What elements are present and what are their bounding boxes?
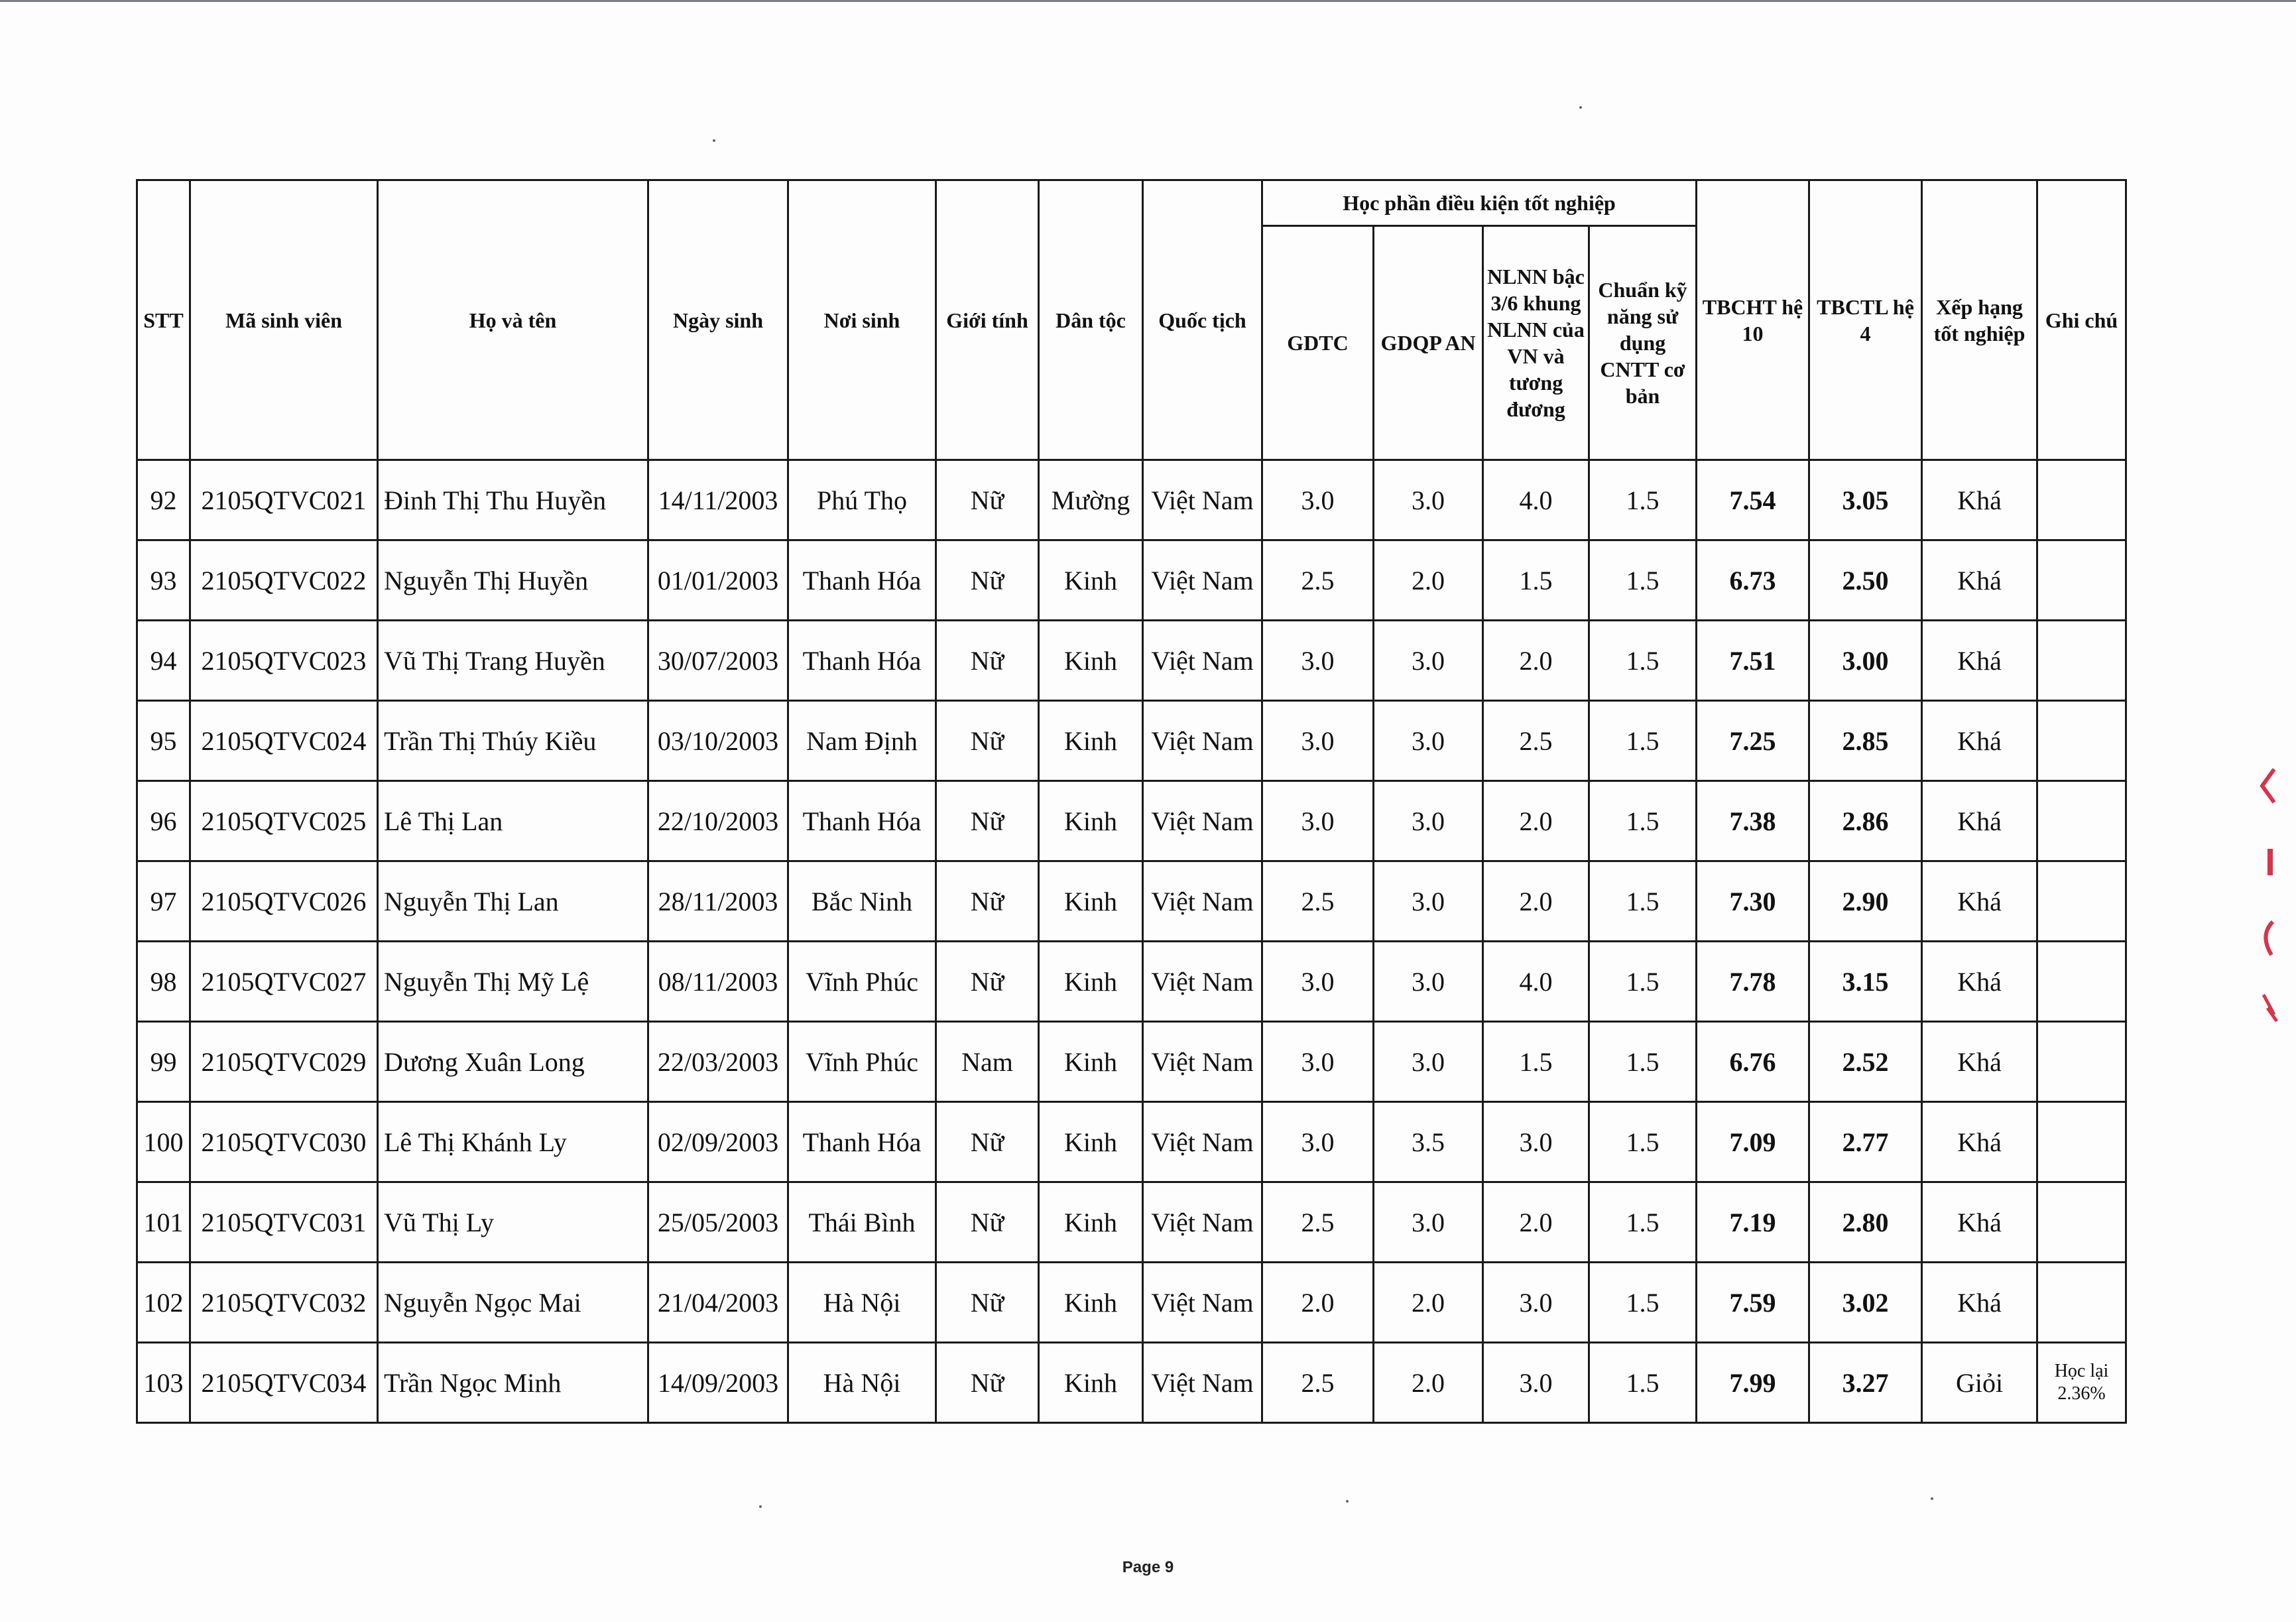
cell-tbcht: 7.09 xyxy=(1697,1102,1809,1182)
cell-student-id: 2105QTVC029 xyxy=(190,1022,378,1102)
cell-ethnicity: Kinh xyxy=(1039,781,1143,861)
header-gdqp: GDQP AN xyxy=(1374,226,1483,460)
cell-stt: 95 xyxy=(137,701,190,781)
cell-cntt: 1.5 xyxy=(1589,540,1697,621)
cell-ethnicity: Kinh xyxy=(1039,1182,1143,1263)
graduation-table xyxy=(136,179,2127,1424)
cell-gender: Nữ xyxy=(936,861,1039,942)
cell-dob: 08/11/2003 xyxy=(648,942,788,1022)
header-gdtc: GDTC xyxy=(1262,226,1374,460)
table-row xyxy=(137,1182,2126,1263)
cell-tbcht: 7.51 xyxy=(1697,621,1809,701)
scan-speck xyxy=(1931,1497,1933,1500)
cell-note xyxy=(2037,942,2126,1022)
cell-student-id: 2105QTVC023 xyxy=(190,621,378,701)
cell-ethnicity: Mường xyxy=(1039,460,1143,540)
cell-name: Trần Thị Thúy Kiều xyxy=(378,701,648,781)
table-row xyxy=(137,460,2126,540)
cell-birthplace: Bắc Ninh xyxy=(788,861,936,942)
cell-nationality: Việt Nam xyxy=(1143,942,1262,1022)
scan-speck xyxy=(713,139,715,142)
table-row xyxy=(137,942,2126,1022)
cell-gdtc: 3.0 xyxy=(1262,701,1374,781)
cell-gdqp: 3.0 xyxy=(1374,621,1483,701)
cell-stt: 94 xyxy=(137,621,190,701)
cell-tbctl: 2.52 xyxy=(1809,1022,1922,1102)
cell-gdqp: 3.0 xyxy=(1374,1182,1483,1263)
cell-rank: Khá xyxy=(1922,781,2037,861)
cell-tbcht: 6.76 xyxy=(1697,1022,1809,1102)
page-footer: Page 9 xyxy=(1122,1558,1174,1576)
cell-dob: 22/03/2003 xyxy=(648,1022,788,1102)
cell-tbcht: 7.38 xyxy=(1697,781,1809,861)
cell-student-id: 2105QTVC031 xyxy=(190,1182,378,1263)
table-row xyxy=(137,1343,2126,1423)
cell-tbcht: 7.30 xyxy=(1697,861,1809,942)
stamp-mark xyxy=(2262,769,2274,802)
cell-gdqp: 2.0 xyxy=(1374,1263,1483,1343)
cell-rank: Khá xyxy=(1922,942,2037,1022)
table-row xyxy=(137,540,2126,621)
table-row xyxy=(137,621,2126,701)
cell-tbctl: 3.05 xyxy=(1809,460,1922,540)
cell-rank: Khá xyxy=(1922,1102,2037,1182)
cell-stt: 101 xyxy=(137,1182,190,1263)
cell-gdtc: 2.5 xyxy=(1262,861,1374,942)
cell-cntt: 1.5 xyxy=(1589,1022,1697,1102)
cell-rank: Khá xyxy=(1922,701,2037,781)
cell-nationality: Việt Nam xyxy=(1143,781,1262,861)
cell-rank: Khá xyxy=(1922,540,2037,621)
cell-tbctl: 3.27 xyxy=(1809,1343,1922,1423)
cell-dob: 25/05/2003 xyxy=(648,1182,788,1263)
cell-stt: 102 xyxy=(137,1263,190,1343)
cell-gender: Nữ xyxy=(936,621,1039,701)
cell-tbcht: 7.99 xyxy=(1697,1343,1809,1423)
cell-gdtc: 3.0 xyxy=(1262,781,1374,861)
cell-tbctl: 2.90 xyxy=(1809,861,1922,942)
header-graduation-conditions: Học phần điều kiện tốt nghiệp xyxy=(1262,180,1697,226)
cell-rank: Khá xyxy=(1922,621,2037,701)
cell-tbcht: 7.78 xyxy=(1697,942,1809,1022)
header-ethnicity: Dân tộc xyxy=(1039,180,1143,460)
cell-name: Dương Xuân Long xyxy=(378,1022,648,1102)
cell-dob: 14/09/2003 xyxy=(648,1343,788,1423)
header-row xyxy=(137,180,2126,226)
cell-tbcht: 7.25 xyxy=(1697,701,1809,781)
cell-ethnicity: Kinh xyxy=(1039,1343,1143,1423)
cell-dob: 01/01/2003 xyxy=(648,540,788,621)
cell-dob: 14/11/2003 xyxy=(648,460,788,540)
header-nlnn: NLNN bậc 3/6 khung NLNN của VN và tương đương xyxy=(1483,226,1589,460)
cell-tbcht: 7.19 xyxy=(1697,1182,1809,1263)
cell-nlnn: 3.0 xyxy=(1483,1263,1589,1343)
cell-stt: 98 xyxy=(137,942,190,1022)
cell-nlnn: 2.5 xyxy=(1483,701,1589,781)
cell-gender: Nữ xyxy=(936,1182,1039,1263)
cell-gdtc: 3.0 xyxy=(1262,460,1374,540)
cell-gender: Nữ xyxy=(936,942,1039,1022)
cell-tbctl: 2.50 xyxy=(1809,540,1922,621)
table-row xyxy=(137,1102,2126,1182)
cell-nlnn: 3.0 xyxy=(1483,1343,1589,1423)
cell-student-id: 2105QTVC032 xyxy=(190,1263,378,1343)
stamp-mark xyxy=(2266,922,2273,955)
cell-gdqp: 3.0 xyxy=(1374,861,1483,942)
cell-gender: Nữ xyxy=(936,1343,1039,1423)
cell-note xyxy=(2037,460,2126,540)
cell-gender: Nữ xyxy=(936,701,1039,781)
cell-gdqp: 3.0 xyxy=(1374,701,1483,781)
cell-name: Nguyễn Thị Lan xyxy=(378,861,648,942)
cell-gender: Nữ xyxy=(936,460,1039,540)
cell-ethnicity: Kinh xyxy=(1039,1102,1143,1182)
cell-name: Nguyễn Ngọc Mai xyxy=(378,1263,648,1343)
cell-birthplace: Nam Định xyxy=(788,701,936,781)
cell-note xyxy=(2037,1263,2126,1343)
cell-tbctl: 3.00 xyxy=(1809,621,1922,701)
cell-cntt: 1.5 xyxy=(1589,460,1697,540)
cell-rank: Khá xyxy=(1922,861,2037,942)
header-nationality: Quốc tịch xyxy=(1143,180,1262,460)
cell-gdqp: 2.0 xyxy=(1374,1343,1483,1423)
cell-dob: 22/10/2003 xyxy=(648,781,788,861)
cell-cntt: 1.5 xyxy=(1589,701,1697,781)
cell-nationality: Việt Nam xyxy=(1143,701,1262,781)
cell-note xyxy=(2037,621,2126,701)
header-dob: Ngày sinh xyxy=(648,180,788,460)
cell-cntt: 1.5 xyxy=(1589,621,1697,701)
cell-student-id: 2105QTVC034 xyxy=(190,1343,378,1423)
cell-gender: Nữ xyxy=(936,781,1039,861)
cell-cntt: 1.5 xyxy=(1589,1102,1697,1182)
cell-nlnn: 3.0 xyxy=(1483,1102,1589,1182)
red-stamp-edge xyxy=(2254,756,2281,1034)
table-row xyxy=(137,1263,2126,1343)
cell-birthplace: Thanh Hóa xyxy=(788,621,936,701)
header-full-name: Họ và tên xyxy=(378,180,648,460)
cell-stt: 100 xyxy=(137,1102,190,1182)
cell-name: Nguyễn Thị Huyền xyxy=(378,540,648,621)
cell-tbctl: 2.77 xyxy=(1809,1102,1922,1182)
cell-birthplace: Phú Thọ xyxy=(788,460,936,540)
cell-gdqp: 3.0 xyxy=(1374,1022,1483,1102)
cell-nationality: Việt Nam xyxy=(1143,1343,1262,1423)
cell-gdtc: 3.0 xyxy=(1262,621,1374,701)
cell-cntt: 1.5 xyxy=(1589,781,1697,861)
cell-rank: Khá xyxy=(1922,1182,2037,1263)
table-row xyxy=(137,861,2126,942)
cell-nlnn: 4.0 xyxy=(1483,460,1589,540)
cell-birthplace: Thanh Hóa xyxy=(788,781,936,861)
cell-nlnn: 1.5 xyxy=(1483,540,1589,621)
cell-gdtc: 2.5 xyxy=(1262,1343,1374,1423)
header-gender: Giới tính xyxy=(936,180,1039,460)
header-note: Ghi chú xyxy=(2037,180,2126,460)
cell-ethnicity: Kinh xyxy=(1039,540,1143,621)
table-row xyxy=(137,1022,2126,1102)
cell-gdqp: 3.0 xyxy=(1374,460,1483,540)
cell-note: Học lại 2.36% xyxy=(2037,1343,2126,1423)
cell-student-id: 2105QTVC030 xyxy=(190,1102,378,1182)
cell-tbcht: 6.73 xyxy=(1697,540,1809,621)
cell-ethnicity: Kinh xyxy=(1039,1022,1143,1102)
cell-nlnn: 2.0 xyxy=(1483,621,1589,701)
cell-gdtc: 3.0 xyxy=(1262,1022,1374,1102)
cell-cntt: 1.5 xyxy=(1589,1182,1697,1263)
cell-gender: Nữ xyxy=(936,540,1039,621)
cell-birthplace: Hà Nội xyxy=(788,1343,936,1423)
header-student-id: Mã sinh viên xyxy=(190,180,378,460)
cell-student-id: 2105QTVC026 xyxy=(190,861,378,942)
scan-speck xyxy=(759,1505,762,1508)
cell-nlnn: 2.0 xyxy=(1483,861,1589,942)
cell-nlnn: 2.0 xyxy=(1483,1182,1589,1263)
cell-birthplace: Vĩnh Phúc xyxy=(788,1022,936,1102)
cell-cntt: 1.5 xyxy=(1589,1343,1697,1423)
cell-nationality: Việt Nam xyxy=(1143,1263,1262,1343)
scan-top-edge xyxy=(0,0,2296,2)
header-rank: Xếp hạng tốt nghiệp xyxy=(1922,180,2037,460)
cell-name: Lê Thị Lan xyxy=(378,781,648,861)
cell-gdtc: 3.0 xyxy=(1262,942,1374,1022)
cell-nationality: Việt Nam xyxy=(1143,621,1262,701)
cell-nationality: Việt Nam xyxy=(1143,1102,1262,1182)
cell-student-id: 2105QTVC027 xyxy=(190,942,378,1022)
cell-name: Đinh Thị Thu Huyền xyxy=(378,460,648,540)
cell-note xyxy=(2037,861,2126,942)
cell-dob: 21/04/2003 xyxy=(648,1263,788,1343)
cell-gender: Nữ xyxy=(936,1263,1039,1343)
cell-cntt: 1.5 xyxy=(1589,942,1697,1022)
cell-note xyxy=(2037,1022,2126,1102)
cell-stt: 92 xyxy=(137,460,190,540)
cell-student-id: 2105QTVC021 xyxy=(190,460,378,540)
cell-ethnicity: Kinh xyxy=(1039,942,1143,1022)
cell-stt: 93 xyxy=(137,540,190,621)
cell-tbctl: 3.15 xyxy=(1809,942,1922,1022)
cell-nlnn: 1.5 xyxy=(1483,1022,1589,1102)
cell-note xyxy=(2037,540,2126,621)
table-row xyxy=(137,701,2126,781)
table-body xyxy=(137,460,2126,1423)
cell-cntt: 1.5 xyxy=(1589,861,1697,942)
scan-speck xyxy=(1579,106,1582,109)
cell-gdtc: 2.5 xyxy=(1262,540,1374,621)
table-row xyxy=(137,781,2126,861)
cell-gdqp: 3.5 xyxy=(1374,1102,1483,1182)
header-cntt: Chuẩn kỹ năng sử dụng CNTT cơ bản xyxy=(1589,226,1697,460)
cell-birthplace: Thanh Hóa xyxy=(788,540,936,621)
cell-nlnn: 4.0 xyxy=(1483,942,1589,1022)
scan-speck xyxy=(1346,1500,1349,1503)
cell-nationality: Việt Nam xyxy=(1143,540,1262,621)
cell-dob: 02/09/2003 xyxy=(648,1102,788,1182)
cell-name: Vũ Thị Trang Huyền xyxy=(378,621,648,701)
cell-cntt: 1.5 xyxy=(1589,1263,1697,1343)
cell-dob: 28/11/2003 xyxy=(648,861,788,942)
cell-tbctl: 2.80 xyxy=(1809,1182,1922,1263)
cell-tbcht: 7.54 xyxy=(1697,460,1809,540)
cell-name: Nguyễn Thị Mỹ Lệ xyxy=(378,942,648,1022)
cell-gdqp: 2.0 xyxy=(1374,540,1483,621)
cell-nationality: Việt Nam xyxy=(1143,1022,1262,1102)
header-stt: STT xyxy=(137,180,190,460)
cell-stt: 99 xyxy=(137,1022,190,1102)
stamp-mark xyxy=(2264,995,2277,1021)
cell-student-id: 2105QTVC025 xyxy=(190,781,378,861)
cell-ethnicity: Kinh xyxy=(1039,1263,1143,1343)
cell-rank: Khá xyxy=(1922,1263,2037,1343)
cell-note xyxy=(2037,701,2126,781)
cell-tbcht: 7.59 xyxy=(1697,1263,1809,1343)
cell-nationality: Việt Nam xyxy=(1143,460,1262,540)
cell-rank: Khá xyxy=(1922,1022,2037,1102)
cell-gender: Nam xyxy=(936,1022,1039,1102)
cell-name: Vũ Thị Ly xyxy=(378,1182,648,1263)
cell-gender: Nữ xyxy=(936,1102,1039,1182)
cell-ethnicity: Kinh xyxy=(1039,861,1143,942)
cell-gdqp: 3.0 xyxy=(1374,781,1483,861)
cell-rank: Giỏi xyxy=(1922,1343,2037,1423)
cell-gdqp: 3.0 xyxy=(1374,942,1483,1022)
cell-stt: 103 xyxy=(137,1343,190,1423)
cell-dob: 03/10/2003 xyxy=(648,701,788,781)
cell-rank: Khá xyxy=(1922,460,2037,540)
cell-note xyxy=(2037,1182,2126,1263)
cell-tbctl: 2.86 xyxy=(1809,781,1922,861)
cell-stt: 97 xyxy=(137,861,190,942)
cell-name: Trần Ngọc Minh xyxy=(378,1343,648,1423)
cell-gdtc: 2.5 xyxy=(1262,1182,1374,1263)
cell-note xyxy=(2037,781,2126,861)
cell-note xyxy=(2037,1102,2126,1182)
cell-student-id: 2105QTVC022 xyxy=(190,540,378,621)
cell-ethnicity: Kinh xyxy=(1039,621,1143,701)
cell-ethnicity: Kinh xyxy=(1039,701,1143,781)
cell-stt: 96 xyxy=(137,781,190,861)
header-tbctl: TBCTL hệ 4 xyxy=(1809,180,1922,460)
cell-gdtc: 3.0 xyxy=(1262,1102,1374,1182)
cell-gdtc: 2.0 xyxy=(1262,1263,1374,1343)
header-tbcht: TBCHT hệ 10 xyxy=(1697,180,1809,460)
cell-name: Lê Thị Khánh Ly xyxy=(378,1102,648,1182)
cell-birthplace: Thái Bình xyxy=(788,1182,936,1263)
cell-dob: 30/07/2003 xyxy=(648,621,788,701)
cell-birthplace: Hà Nội xyxy=(788,1263,936,1343)
cell-tbctl: 2.85 xyxy=(1809,701,1922,781)
header-birthplace: Nơi sinh xyxy=(788,180,936,460)
cell-birthplace: Thanh Hóa xyxy=(788,1102,936,1182)
cell-nationality: Việt Nam xyxy=(1143,1182,1262,1263)
cell-nationality: Việt Nam xyxy=(1143,861,1262,942)
cell-student-id: 2105QTVC024 xyxy=(190,701,378,781)
cell-birthplace: Vĩnh Phúc xyxy=(788,942,936,1022)
cell-nlnn: 2.0 xyxy=(1483,781,1589,861)
cell-tbctl: 3.02 xyxy=(1809,1263,1922,1343)
